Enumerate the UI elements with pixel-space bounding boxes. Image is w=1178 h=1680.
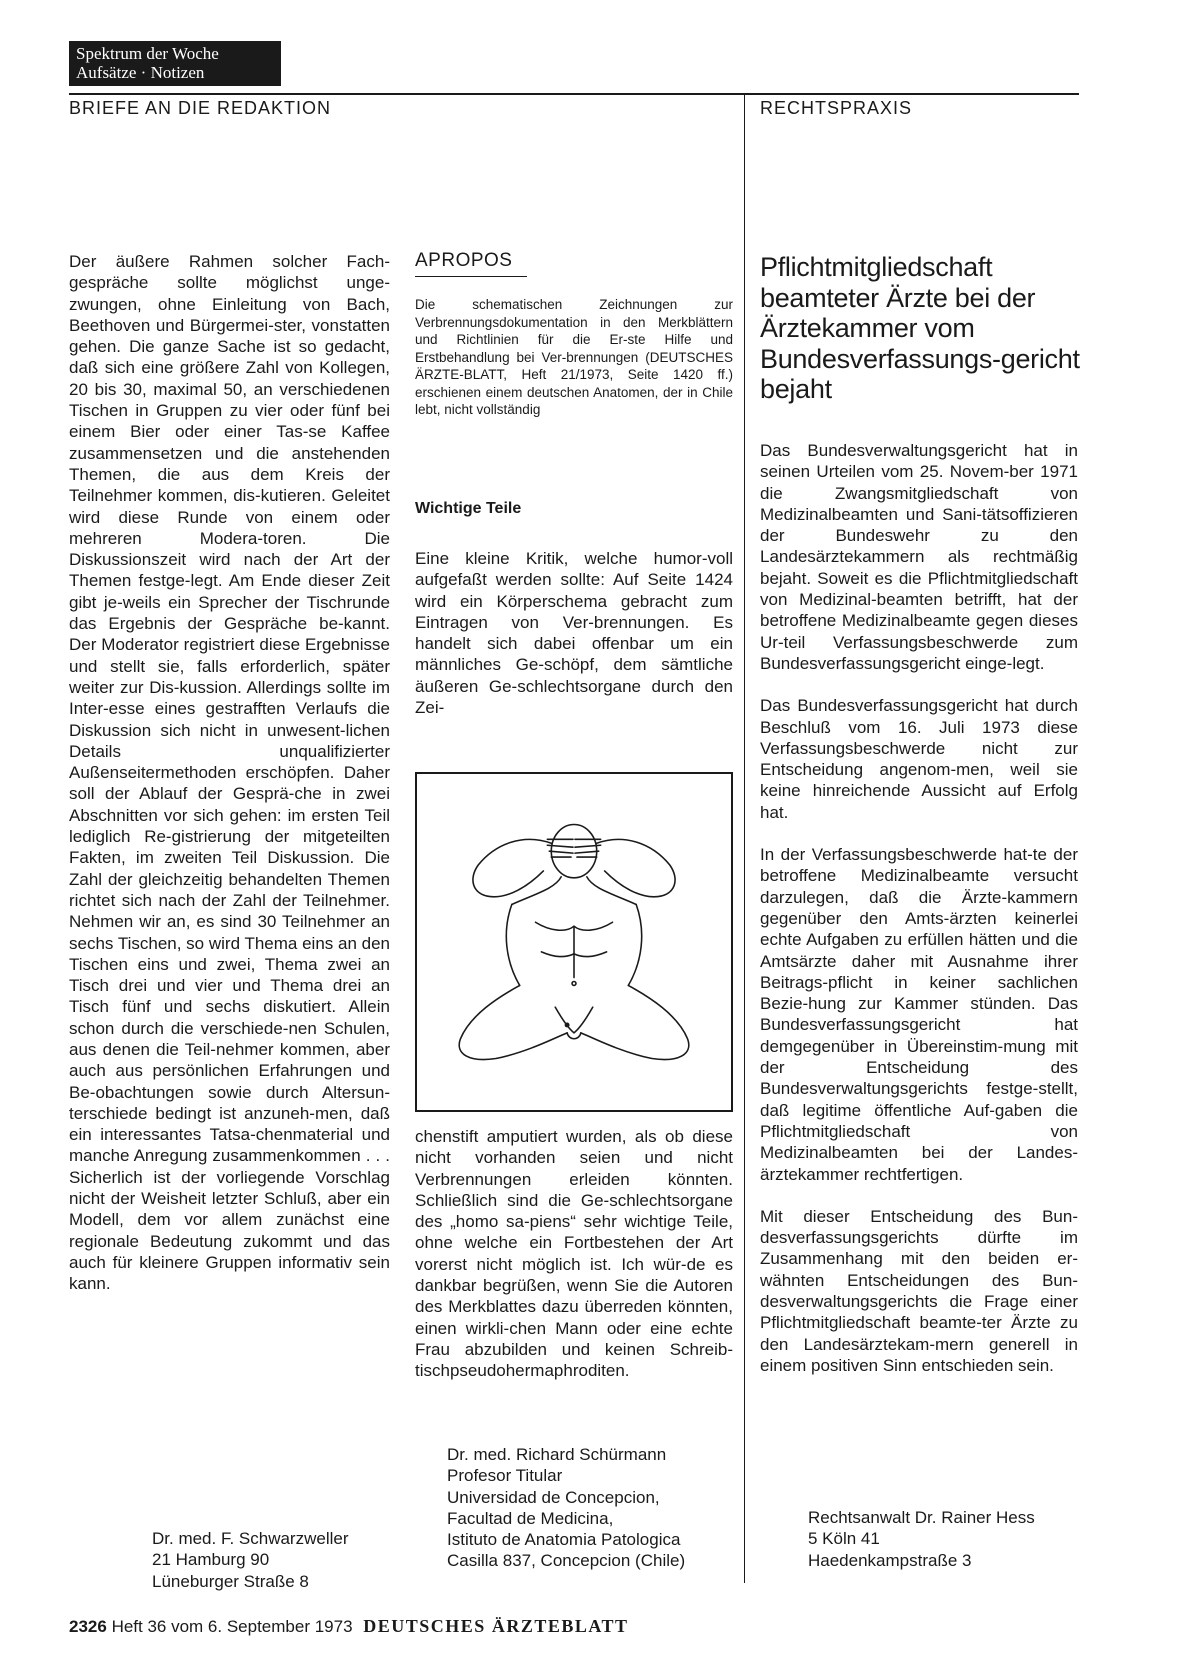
apropos-body-top-text: Eine kleine Kritik, welche humor-voll aufgefaßt werden sollte: Auf Seite 1424 wird ein Körperschema gebracht zum Eintragen von Ver-brennungen. Es handelt sich dabei offenbar um ein männliches Ge-schöpf, dem sämtliche äußeren Ge-schlechtsorgane durch den Zei- <box>415 549 733 718</box>
signature-line: Profesor Titular <box>447 1466 563 1486</box>
letter-body <box>69 251 390 1295</box>
signature-line: 21 Hamburg 90 <box>152 1550 270 1570</box>
article-body <box>760 440 1078 1376</box>
column-divider <box>744 93 745 1583</box>
apropos-underline <box>415 276 527 277</box>
body-schema-drawing <box>417 774 731 1110</box>
signature-line: Rechtsanwalt Dr. Rainer Hess <box>808 1508 1035 1527</box>
apropos-body-bottom-text: chenstift amputiert wurden, als ob diese nicht vorhanden seien und nicht Verbrennungen erleiden könnten. Schließlich sind die Ge-schlechtsorgane des „homo sa-piens“ sehr wichtige Teile, ohne welche ein Fortbestehen der Art vorerst nicht möglich ist. Ich wür-de es dankbar begrüßen, wenn Sie die Autoren des Merkblattes dazu überreden könnten, einen wirkli-chen Mann oder eine echte Frau abzubilden und keinen Schreib-tischpseudohermaphroditen. <box>415 1127 733 1381</box>
body-schema-figure <box>415 772 733 1112</box>
signature-line: Facultad de Medicina, <box>447 1508 614 1528</box>
badge-line-2: Aufsätze · Notizen <box>76 63 205 82</box>
article-paragraph: Das Bundesverfassungsgericht hat durch Beschluß vom 16. Juli 1973 diese Verfassungsbeschwerde nicht zur Entscheidung angenom-men, weil sie keine hinreichende Aussicht auf Erfolg hat. <box>760 696 1078 822</box>
page-footer <box>69 1616 629 1637</box>
apropos-signature <box>447 1444 685 1572</box>
page-number: 2326 <box>69 1617 107 1636</box>
article-signature <box>808 1507 1035 1571</box>
signature-line: Lüneburger Straße 8 <box>152 1571 309 1591</box>
letter-signature <box>152 1528 349 1592</box>
signature-line: Dr. med. Richard Schürmann <box>447 1445 667 1464</box>
signature-line: Haedenkampstraße 3 <box>808 1550 972 1570</box>
section-label-letters: BRIEFE AN DIE REDAKTION <box>69 98 332 118</box>
issue-info: Heft 36 vom 6. September 1973 <box>111 1617 353 1636</box>
article-paragraph: In der Verfassungsbeschwerde hat-te der betroffene Medizinalbeamte versucht darzulegen, daß die Ärzte-kammern gegenüber den Amts-ärzten keinerlei echte Aufgaben zu erfüllen hätten und die Amtsärzte daher mit Ausnahme ihrer Beitrags-pflicht in keiner sachlichen Bezie-hung zur Kammer stünden. Das Bundesverfassungsgericht hat demgegenüber in Übereinstim-mung mit der Entscheidung des Bundesverwaltungsgerichts festge-stellt, daß legitime öffentliche Auf-gaben die Pflichtmitgliedschaft von Medizinalbeamten bei der Landes-ärztekammer rechtfertigen. <box>760 845 1078 1184</box>
top-rule <box>69 93 1079 95</box>
signature-line: 5 Köln 41 <box>808 1529 880 1549</box>
signature-line: Universidad de Concepcion, <box>447 1487 660 1507</box>
article-paragraph: Mit dieser Entscheidung des Bun-desverfassungsgerichts dürfte im Zusammenhang mit den beiden er-wähnten Entscheidungen des Bun-desverwaltungsgerichts die Frage einer Pflichtmitgliedschaft beamte-ter Ärzte zu den Landesärztekam-mern generell in einem positiven Sinn entschieden sein. <box>760 1206 1078 1375</box>
apropos-body-bottom <box>415 1126 733 1382</box>
signature-line: Dr. med. F. Schwarzweller <box>152 1529 349 1548</box>
apropos-title: APROPOS <box>415 250 513 271</box>
section-badge <box>69 41 281 86</box>
badge-line-1: Spektrum der Woche <box>76 44 219 63</box>
letter-body-text: Der äußere Rahmen solcher Fach-gespräche sollte möglichst unge-zwungen, ohne Einleitung von Bach, Beethoven und Bürgermei-ster, vonstatten gehen. Die ganze Sache ist so gedacht, daß sich eine größere Zahl von Kollegen, 20 bis 30, maximal 50, an verschiedenen Tischen in Gruppen zu vier oder fünf bei einem Bier oder einer Tas-se Kaffee zusammensetzen und die anstehenden Themen, die aus dem Kreis der Teilnehmer kommen, dis-kutieren. Geleitet wird diese Runde von einem oder mehreren Modera-toren. Die Diskussionszeit wird nach der Art der Themen festge-legt. Am Ende dieser Zeit gibt je-weils ein Sprecher der Tischrunde das Ergebnis der Gespräche be-kannt. Der Moderator registriert diese Ergebnisse und stellt sie, falls erforderlich, später weiter zur Dis-kussion. Allerdings sollte im Inter-esse eines gestrafften Verlaufs die Diskussion sich nicht in unwesent-lichen Details unqualifizierter Außenseitermethoden erschöpfen. Daher soll der Ablauf der Gesprä-che in zwei Abschnitten vor sich gehen: im ersten Teil lediglich Re-gistrierung der mitgeteilten Fakten, im zweiten Teil Diskussion. Die Zahl der gleichzeitig behandelten Themen richtet sich nach der Zahl der Teilnehmer. Nehmen wir an, es sind 30 Teilnehmer an sechs Tischen, so wird Thema eins an den Tischen eins und zwei, Thema zwei an Tisch drei und vier und Thema drei an Tisch fünf und sechs diskutiert. Allein schon durch die verschiede-nen Schulen, aus denen die Teil-nehmer kommen, aber auch aus persönlichen Erfahrungen und Be-obachtungen sowie durch Altersun-terschiede bedingt ist anzuneh-men, daß ein interessantes Tatsa-chenmaterial und manche Anregung zusammenkommen . . . Sicherlich ist der vorliegende Vorschlag nicht der Weisheit letzter Schluß, aber ein Modell, dem vor allem zunächst eine regionale Bedeutung zukommt und das auch für kleinere Gruppen informativ sein kann. <box>69 252 390 1294</box>
signature-line: Casilla 837, Concepcion (Chile) <box>447 1551 686 1571</box>
article-paragraph: Das Bundesverwaltungsgericht hat in seinen Urteilen vom 25. Novem-ber 1971 die Zwangsmitgliedschaft von Medizinalbeamten und Sani-tätsoffizieren der Bundeswehr zu den Landesärztekammern als rechtmäßig bejaht. Soweit es die Pflichtmitgliedschaft von Medizinal-beamten betrifft, hat der betroffene Medizinalbeamte gegen dieses Ur-teil Verfassungsbeschwerde zum Bundesverfassungsgericht einge-legt. <box>760 441 1078 673</box>
apropos-intro: Die schematischen Zeichnungen zur Verbrennungsdokumentation in den Merkblättern und Richtlinien für die Er-ste Hilfe und Erstbehandlung bei Ver-brennungen (DEUTSCHES ÄRZTE-BLATT, Heft 21/1973, Seite 1420 ff.) erschienen einem deutschen Anatomen, der in Chile lebt, nicht vollständig <box>415 297 733 417</box>
signature-line: Istituto de Anatomia Patologica <box>447 1530 681 1550</box>
apropos-subheading: Wichtige Teile <box>415 500 522 517</box>
article-headline: Pflichtmitgliedschaft beamteter Ärzte bei der Ärztekammer vom Bundesverfassungs-gericht bejaht <box>760 252 1080 404</box>
journal-name: DEUTSCHES ÄRZTEBLATT <box>363 1616 629 1636</box>
apropos-body-top <box>415 548 733 718</box>
section-label-law: RECHTSPRAXIS <box>760 98 913 118</box>
